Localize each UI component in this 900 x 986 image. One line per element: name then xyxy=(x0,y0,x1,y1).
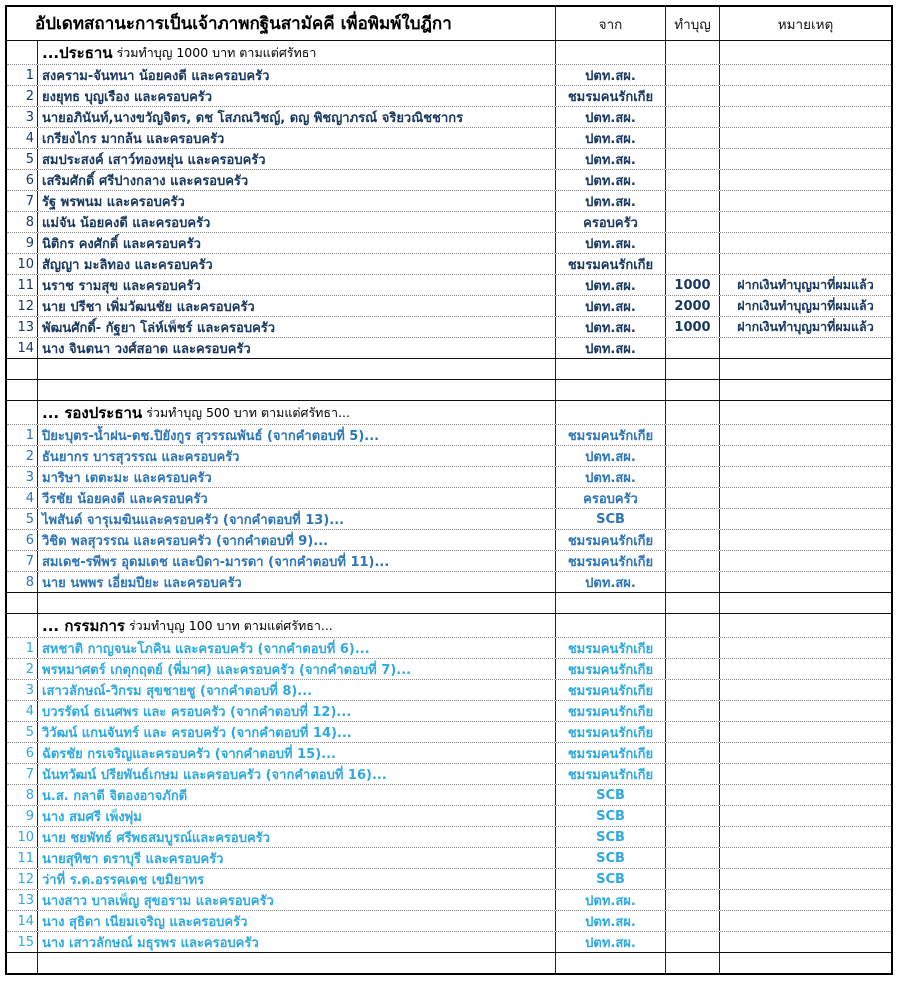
note-cell xyxy=(719,890,891,910)
merit-amount-cell xyxy=(665,107,719,127)
row-number-cell: 3 xyxy=(25,682,34,698)
row-number-cell xyxy=(7,614,37,637)
donor-name-cell: ปิยะบุตร-น้ำฝน-ดช.ปิยังกูร สุวรรณพันธ์ (จากคำตอบที่ 5)... xyxy=(37,425,555,445)
merit-amount-cell xyxy=(665,446,719,466)
section-title-cell xyxy=(37,401,555,424)
from-cell: SCB xyxy=(555,869,665,889)
donor-name-cell: นาย นพพร เอี่ยมปียะ และครอบครัว xyxy=(37,572,555,592)
merit-amount-cell xyxy=(665,191,719,211)
note-cell xyxy=(719,359,891,379)
note-cell xyxy=(719,593,891,613)
row-number-cell xyxy=(7,359,37,379)
from-cell: ปตท.สผ. xyxy=(555,233,665,253)
merit-amount-cell xyxy=(665,869,719,889)
note-cell xyxy=(719,848,891,868)
donor-name-cell: นาง จินตนา วงศ์สอาด และครอบครัว xyxy=(37,338,555,358)
table-row xyxy=(7,64,891,85)
note-cell xyxy=(719,401,891,424)
section-header-committee xyxy=(7,613,891,637)
from-cell xyxy=(555,359,665,379)
merit-amount-cell xyxy=(665,638,719,658)
from-cell: ปตท.สผ. xyxy=(555,317,665,337)
donor-name-cell: สมประสงค์ เสาว์ทองหยุ่น และครอบครัว xyxy=(37,149,555,169)
table-row xyxy=(7,550,891,571)
from-cell: ปตท.สผ. xyxy=(555,128,665,148)
donor-name-cell: นาย ชยพัทธ์ ศรีพธสมบูรณ์และครอบครัว xyxy=(37,827,555,847)
row-number-cell xyxy=(7,41,37,64)
row-number-cell: 7 xyxy=(25,193,34,209)
from-cell: ปตท.สผ. xyxy=(555,572,665,592)
from-cell: SCB xyxy=(555,827,665,847)
merit-amount-cell: 1000 xyxy=(665,317,719,337)
table-row xyxy=(7,658,891,679)
from-cell: ครอบครัว xyxy=(555,488,665,508)
table-row xyxy=(7,508,891,529)
row-number-cell: 6 xyxy=(25,532,34,548)
note-cell xyxy=(719,488,891,508)
from-cell: ปตท.สผ. xyxy=(555,191,665,211)
row-number-cell xyxy=(7,953,37,973)
donor-name-cell: นิติกร คงศักดิ์ และครอบครัว xyxy=(37,233,555,253)
table-row xyxy=(7,742,891,763)
note-cell xyxy=(719,509,891,529)
from-cell: ชมรมคนรักเกีย xyxy=(555,722,665,742)
merit-amount-cell xyxy=(665,128,719,148)
row-number-cell: 5 xyxy=(25,151,34,167)
from-cell xyxy=(555,380,665,400)
donor-name-cell: บวรรัตน์ ธเนศพร และ ครอบครัว (จากคำตอบที่ 12)... xyxy=(37,701,555,721)
note-cell: ฝากเงินทำบุญมาที่ผมแล้ว xyxy=(719,275,891,295)
row-number-cell: 15 xyxy=(17,934,34,950)
row-number-cell: 7 xyxy=(25,553,34,569)
from-cell: ปตท.สผ. xyxy=(555,932,665,952)
donor-name-cell: ธันยากร บารสุวรรณ และครอบครัว xyxy=(37,446,555,466)
merit-amount-cell xyxy=(665,254,719,274)
donor-name-cell: เสาวลักษณ์-วิกรม สุขชายชู (จากคำตอบที่ 8)... xyxy=(37,680,555,700)
from-cell xyxy=(555,614,665,637)
from-cell: SCB xyxy=(555,806,665,826)
merit-amount-cell xyxy=(665,743,719,763)
note-cell xyxy=(719,911,891,931)
merit-amount-cell xyxy=(665,467,719,487)
row-number-cell: 6 xyxy=(25,172,34,188)
note-cell xyxy=(719,128,891,148)
merit-amount-cell xyxy=(665,212,719,232)
donor-status-table xyxy=(5,5,893,975)
section-header-chairman xyxy=(7,40,891,64)
merit-cell xyxy=(665,380,719,400)
table-row xyxy=(7,316,891,337)
table-row xyxy=(7,148,891,169)
table-row xyxy=(7,721,891,742)
from-cell: ปตท.สผ. xyxy=(555,149,665,169)
table-row xyxy=(7,337,891,358)
row-number-cell: 5 xyxy=(25,724,34,740)
column-header-merit: ทำบุญ xyxy=(665,7,719,40)
note-cell xyxy=(719,41,891,64)
from-cell xyxy=(555,41,665,64)
note-cell xyxy=(719,254,891,274)
note-cell xyxy=(719,785,891,805)
merit-amount-cell xyxy=(665,233,719,253)
row-number-cell: 14 xyxy=(17,340,34,356)
from-cell: ครอบครัว xyxy=(555,212,665,232)
donor-name-cell: เกรียงไกร มากล้น และครอบครัว xyxy=(37,128,555,148)
merit-amount-cell xyxy=(665,170,719,190)
note-cell xyxy=(719,806,891,826)
note-cell: ฝากเงินทำบุญมาที่ผมแล้ว xyxy=(719,296,891,316)
row-number-cell: 9 xyxy=(25,235,34,251)
from-cell xyxy=(555,401,665,424)
merit-cell xyxy=(665,41,719,64)
from-cell: ปตท.สผ. xyxy=(555,275,665,295)
note-cell xyxy=(719,869,891,889)
table-row xyxy=(7,571,891,592)
note-cell xyxy=(719,764,891,784)
table-row xyxy=(7,127,891,148)
merit-amount-cell xyxy=(665,338,719,358)
donor-name-cell: วิชิต พลสุวรรณ และครอบครัว (จากคำตอบที่ 9)... xyxy=(37,530,555,550)
row-number-cell: 14 xyxy=(17,913,34,929)
donor-name-cell: น.ส. กลาดี จิตองอาจภักดี xyxy=(37,785,555,805)
section-title-bold: ... รองประธาน xyxy=(42,403,143,422)
from-cell: ปตท.สผ. xyxy=(555,467,665,487)
from-cell: ชมรมคนรักเกีย xyxy=(555,680,665,700)
section-title-bold: ...ประธาน xyxy=(42,43,113,62)
table-row xyxy=(7,169,891,190)
row-number-cell: 11 xyxy=(17,850,34,866)
note-cell xyxy=(719,743,891,763)
note-cell xyxy=(719,701,891,721)
section-header-vice-chairman xyxy=(7,400,891,424)
donor-name-cell: มาริษา เตตะมะ และครอบครัว xyxy=(37,467,555,487)
from-cell xyxy=(555,593,665,613)
merit-cell xyxy=(665,953,719,973)
merit-amount-cell xyxy=(665,764,719,784)
donor-name-cell: เสริมศักดิ์ ศรีปางกลาง และครอบครัว xyxy=(37,170,555,190)
donor-name-cell: นาง เสาวลักษณ์ มธุรพร และครอบครัว xyxy=(37,932,555,952)
table-header-row xyxy=(7,7,891,40)
donor-name-cell: นาย ปรีชา เพิ่มวัฒนชัย และครอบครัว xyxy=(37,296,555,316)
row-number-cell: 13 xyxy=(17,319,34,335)
from-cell: ปตท.สผ. xyxy=(555,296,665,316)
donor-name-cell: นางสาว บาลเพ็ญ สุขอราม และครอบครัว xyxy=(37,890,555,910)
table-row xyxy=(7,424,891,445)
merit-amount-cell xyxy=(665,722,719,742)
merit-amount-cell: 1000 xyxy=(665,275,719,295)
from-cell: SCB xyxy=(555,509,665,529)
note-cell xyxy=(719,953,891,973)
note-cell xyxy=(719,338,891,358)
row-number-cell: 12 xyxy=(17,871,34,887)
blank-row xyxy=(7,592,891,613)
merit-amount-cell xyxy=(665,911,719,931)
merit-amount-cell xyxy=(665,701,719,721)
merit-amount-cell xyxy=(665,680,719,700)
table-row xyxy=(7,637,891,658)
note-cell xyxy=(719,659,891,679)
note-cell xyxy=(719,530,891,550)
note-cell xyxy=(719,572,891,592)
table-row xyxy=(7,211,891,232)
row-number-cell: 7 xyxy=(25,766,34,782)
donor-name-cell: วิวัฒน์ แกนจันทร์ และ ครอบครัว (จากคำตอบที่ 14)... xyxy=(37,722,555,742)
row-number-cell: 4 xyxy=(25,490,34,506)
table-row xyxy=(7,106,891,127)
row-number-cell: 8 xyxy=(25,574,34,590)
donor-name-cell: รัฐ พรพนม และครอบครัว xyxy=(37,191,555,211)
note-cell xyxy=(719,149,891,169)
section-title-detail: ร่วมทำบุญ 1000 บาท ตามแต่ศรัทธา xyxy=(116,44,317,60)
note-cell xyxy=(719,932,891,952)
donor-name-cell xyxy=(37,953,555,973)
merit-amount-cell xyxy=(665,806,719,826)
row-number-cell: 11 xyxy=(17,277,34,293)
donor-name-cell: สหชาติ กาญจนะโภคิน และครอบครัว (จากคำตอบที่ 6)... xyxy=(37,638,555,658)
table-row xyxy=(7,232,891,253)
row-number-cell: 4 xyxy=(25,703,34,719)
blank-row xyxy=(7,952,891,973)
table-row xyxy=(7,847,891,868)
merit-cell xyxy=(665,593,719,613)
from-cell: ชมรมคนรักเกีย xyxy=(555,701,665,721)
row-number-cell: 12 xyxy=(17,298,34,314)
from-cell xyxy=(555,953,665,973)
note-cell xyxy=(719,170,891,190)
note-cell: ฝากเงินทำบุญมาที่ผมแล้ว xyxy=(719,317,891,337)
table-row xyxy=(7,868,891,889)
merit-amount-cell xyxy=(665,848,719,868)
donor-name-cell: พรหมาศตร์ เกตุกฤตย์ (พี่มาศ) และครอบครัว (จากคำตอบที่ 7)... xyxy=(37,659,555,679)
row-number-cell: 4 xyxy=(25,130,34,146)
section-title-cell xyxy=(37,614,555,637)
donor-name-cell: ว่าที่ ร.ด.อรรคเดช เขมิยาทร xyxy=(37,869,555,889)
from-cell: ปตท.สผ. xyxy=(555,446,665,466)
merit-amount-cell xyxy=(665,530,719,550)
merit-amount-cell xyxy=(665,572,719,592)
from-cell: ชมรมคนรักเกีย xyxy=(555,743,665,763)
section-title-cell xyxy=(37,41,555,64)
table-row xyxy=(7,763,891,784)
merit-amount-cell xyxy=(665,785,719,805)
from-cell: ปตท.สผ. xyxy=(555,170,665,190)
donor-name-cell: ยงยุทธ บุญเรือง และครอบครัว xyxy=(37,86,555,106)
note-cell xyxy=(719,467,891,487)
page-title: อัปเดทสถานะการเป็นเจ้าภาพกฐินสามัคคี เพื่อพิมพ์ใบฎีกา xyxy=(35,14,452,34)
merit-amount-cell xyxy=(665,932,719,952)
table-row xyxy=(7,826,891,847)
table-row xyxy=(7,910,891,931)
blank-row xyxy=(7,379,891,400)
donor-name-cell: พัฒนศักดิ์- กัฐยา โล่ห์เพ็ชร์ และครอบครัว xyxy=(37,317,555,337)
row-number-cell xyxy=(7,380,37,400)
merit-cell xyxy=(665,359,719,379)
note-cell xyxy=(719,380,891,400)
merit-cell xyxy=(665,401,719,424)
from-cell: SCB xyxy=(555,848,665,868)
row-number-cell: 5 xyxy=(25,511,34,527)
donor-name-cell: นราช รามสุข และครอบครัว xyxy=(37,275,555,295)
note-cell xyxy=(719,65,891,85)
from-cell: ปตท.สผ. xyxy=(555,338,665,358)
note-cell xyxy=(719,722,891,742)
from-cell: ปตท.สผ. xyxy=(555,890,665,910)
table-row xyxy=(7,487,891,508)
section-title-detail: ร่วมทำบุญ 100 บาท ตามแต่ศรัทธา... xyxy=(128,617,333,633)
donor-name-cell xyxy=(37,380,555,400)
table-row xyxy=(7,784,891,805)
donor-name-cell: นาง สุธิดา เนียมเจริญ และครอบครัว xyxy=(37,911,555,931)
table-row xyxy=(7,889,891,910)
merit-amount-cell xyxy=(665,488,719,508)
table-row xyxy=(7,253,891,274)
donor-name-cell: แม่จัน น้อยคงดี และครอบครัว xyxy=(37,212,555,232)
merit-amount-cell xyxy=(665,551,719,571)
donor-name-cell: ฉัตรชัย กรเจริญและครอบครัว (จากคำตอบที่ 15)... xyxy=(37,743,555,763)
note-cell xyxy=(719,446,891,466)
row-number-cell: 3 xyxy=(25,109,34,125)
donor-name-cell xyxy=(37,593,555,613)
note-cell xyxy=(719,86,891,106)
table-row xyxy=(7,529,891,550)
row-number-cell: 8 xyxy=(25,787,34,803)
table-row xyxy=(7,931,891,952)
table-row xyxy=(7,700,891,721)
donor-name-cell: สงคราม-จันทนา น้อยคงดี และครอบครัว xyxy=(37,65,555,85)
row-number-cell: 10 xyxy=(17,256,34,272)
note-cell xyxy=(719,233,891,253)
from-cell: ปตท.สผ. xyxy=(555,911,665,931)
donor-name-cell: นันทวัฒน์ ปรียพันธ์เกษม และครอบครัว (จากคำตอบที่ 16)... xyxy=(37,764,555,784)
row-number-cell xyxy=(7,401,37,424)
section-title-detail: ร่วมทำบุญ 500 บาท ตามแต่ศรัทธา... xyxy=(146,404,350,420)
row-number-cell: 1 xyxy=(25,67,34,83)
row-number-cell: 6 xyxy=(25,745,34,761)
table-row xyxy=(7,295,891,316)
donor-name-cell: วีรชัย น้อยคงดี และครอบครัว xyxy=(37,488,555,508)
from-cell: ปตท.สผ. xyxy=(555,65,665,85)
donor-name-cell: ไพสันต์ จารุเมฆินและครอบครัว (จากคำตอบที่ 13)... xyxy=(37,509,555,529)
blank-row xyxy=(7,358,891,379)
table-row xyxy=(7,85,891,106)
from-cell: ชมรมคนรักเกีย xyxy=(555,530,665,550)
note-cell xyxy=(719,425,891,445)
merit-amount-cell xyxy=(665,509,719,529)
merit-amount-cell xyxy=(665,659,719,679)
row-number-cell xyxy=(7,593,37,613)
row-number-cell: 9 xyxy=(25,808,34,824)
merit-amount-cell xyxy=(665,827,719,847)
column-header-from: จาก xyxy=(555,7,665,40)
note-cell xyxy=(719,212,891,232)
donor-name-cell: นายสุทิชา ดราบุรี และครอบครัว xyxy=(37,848,555,868)
merit-amount-cell: 2000 xyxy=(665,296,719,316)
row-number-cell: 8 xyxy=(25,214,34,230)
from-cell: ชมรมคนรักเกีย xyxy=(555,764,665,784)
note-cell xyxy=(719,827,891,847)
donor-name-cell: สมเดช-รพีพร อุดมเดช และบิดา-มารดา (จากคำตอบที่ 11)... xyxy=(37,551,555,571)
merit-amount-cell xyxy=(665,149,719,169)
from-cell: ชมรมคนรักเกีย xyxy=(555,659,665,679)
merit-amount-cell xyxy=(665,425,719,445)
note-cell xyxy=(719,638,891,658)
table-row xyxy=(7,466,891,487)
donor-name-cell xyxy=(37,359,555,379)
from-cell: SCB xyxy=(555,785,665,805)
note-cell xyxy=(719,551,891,571)
from-cell: ชมรมคนรักเกีย xyxy=(555,638,665,658)
donor-name-cell: สัญญา มะลิทอง และครอบครัว xyxy=(37,254,555,274)
merit-cell xyxy=(665,614,719,637)
donor-name-cell: นาง สมศรี เพ็งพุ่ม xyxy=(37,806,555,826)
table-row xyxy=(7,190,891,211)
note-cell xyxy=(719,191,891,211)
row-number-cell: 2 xyxy=(25,448,34,464)
note-cell xyxy=(719,614,891,637)
table-body xyxy=(7,40,891,973)
row-number-cell: 2 xyxy=(25,661,34,677)
from-cell: ชมรมคนรักเกีย xyxy=(555,86,665,106)
table-row xyxy=(7,274,891,295)
column-header-note: หมายเหตุ xyxy=(719,7,891,40)
note-cell xyxy=(719,107,891,127)
from-cell: ปตท.สผ. xyxy=(555,107,665,127)
row-number-cell: 1 xyxy=(25,427,34,443)
merit-amount-cell xyxy=(665,65,719,85)
row-number-cell: 2 xyxy=(25,88,34,104)
table-row xyxy=(7,805,891,826)
table-row xyxy=(7,445,891,466)
from-cell: ชมรมคนรักเกีย xyxy=(555,551,665,571)
merit-amount-cell xyxy=(665,86,719,106)
from-cell: ชมรมคนรักเกีย xyxy=(555,425,665,445)
merit-amount-cell xyxy=(665,890,719,910)
donor-name-cell: นายอภินันท์,นางขวัญจิตร, ดช โสภณวิชญ์, ดญ พิชญาภรณ์ จริยวณิชชากร xyxy=(37,107,555,127)
row-number-cell: 1 xyxy=(25,640,34,656)
row-number-cell: 3 xyxy=(25,469,34,485)
table-row xyxy=(7,679,891,700)
from-cell: ชมรมคนรักเกีย xyxy=(555,254,665,274)
note-cell xyxy=(719,680,891,700)
row-number-cell: 10 xyxy=(17,829,34,845)
section-title-bold: ... กรรมการ xyxy=(42,616,125,635)
row-number-cell: 13 xyxy=(17,892,34,908)
